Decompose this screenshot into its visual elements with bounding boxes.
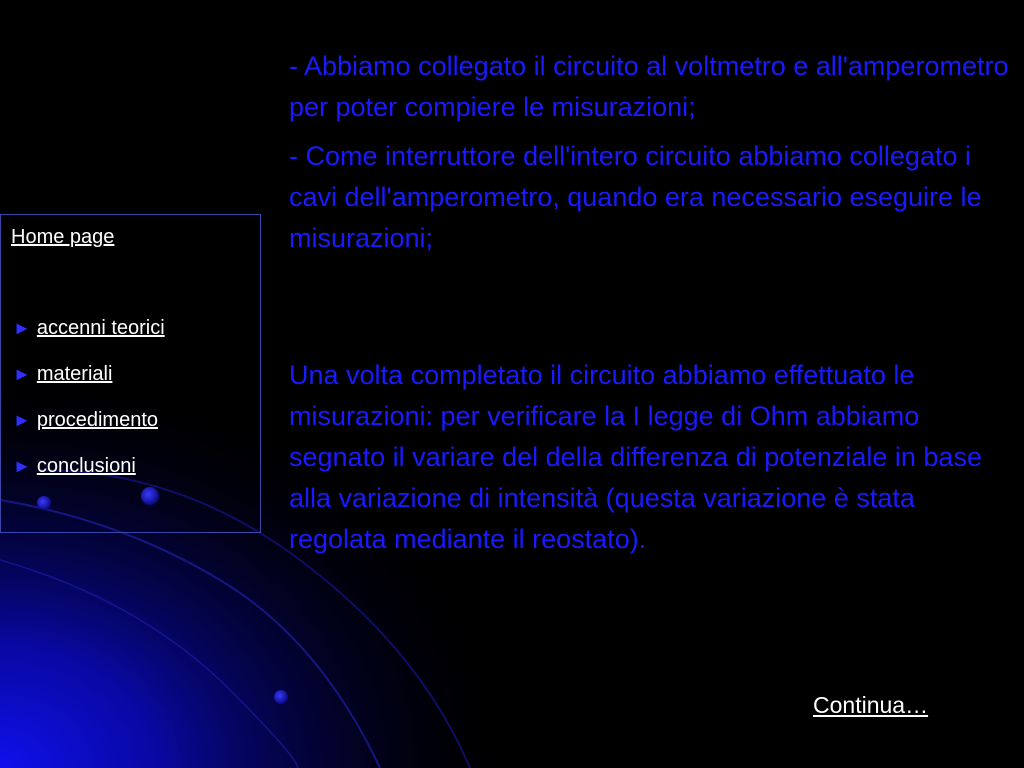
procedimento-link[interactable]: procedimento (36, 409, 159, 431)
continue-link[interactable]: Continua… (813, 692, 929, 718)
decor-dot-3 (274, 690, 288, 704)
triangle-bullet-icon: ► (13, 456, 31, 476)
materiali-link[interactable]: materiali (36, 363, 113, 385)
nav-item-accenni-teorici (13, 313, 165, 359)
home-page-link[interactable]: Home page (11, 226, 115, 248)
nav-item-procedimento (13, 405, 165, 451)
triangle-bullet-icon: ► (13, 410, 31, 430)
triangle-bullet-icon: ► (13, 318, 31, 338)
paragraph-interruttore: - Come interruttore dell'intero circuito abbiamo collegato i cavi dell'amperometro, quando era necessario eseguire le misurazioni; (289, 141, 982, 253)
nav-item-materiali (13, 359, 165, 405)
conclusioni-link[interactable]: conclusioni (36, 455, 136, 477)
triangle-bullet-icon: ► (13, 364, 31, 384)
nav-item-conclusioni (13, 451, 165, 497)
paragraph-voltmetro: - Abbiamo collegato il circuito al voltmetro e all'amperometro per poter compiere le misurazioni; (289, 51, 1009, 122)
nav-menu (13, 313, 165, 497)
paragraph-misurazioni: Una volta completato il circuito abbiamo effettuato le misurazioni: per verificare la I legge di Ohm abbiamo segnato il variare del della differenza di potenziale in base alla variazione di intensità (questa variazione è stata regolata mediante il reostato). (289, 360, 982, 554)
main-content (289, 46, 1014, 560)
accenni-teorici-link[interactable]: accenni teorici (36, 317, 165, 339)
